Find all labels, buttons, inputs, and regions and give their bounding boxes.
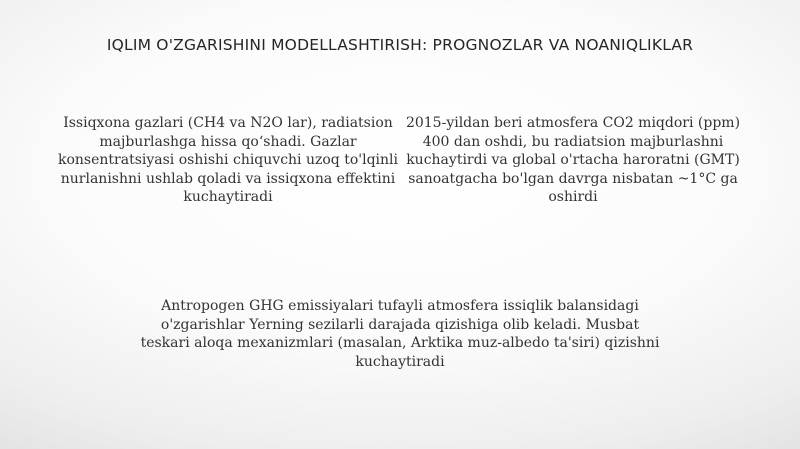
slide-title: IQLIM O'ZGARISHINI MODELLASHTIRISH: PROGNOZLAR VA NOANIQLIKLAR: [106, 36, 694, 54]
left-text-block: Issiqxona gazlari (CH4 va N2O lar), radiatsion majburlashga hissa qo‘shadi. Gazlar konsentratsiyasi oshishi chiquvchi uzoq to'lqinli nurlanishni ushlab qoladi va issiqxona effektini kuchaytiradi: [58, 115, 399, 205]
right-text-block: 2015-yildan beri atmosfera CO2 miqdori (ppm) 400 dan oshdi, bu radiatsion majburlashni kuchaytirdi va global o'rtacha haroratni (GMT) sanoatgacha bo'lgan davrga nisbatan ~1°C ga oshirdi: [405, 115, 741, 205]
bottom-text-block: Antropogen GHG emissiyalari tufayli atmosfera issiqlik balansidagi o'zgarishlar Yerning sezilarli darajada qizishiga olib keladi. Musbat teskari aloqa mexanizmlari (masalan, Arktika muz-albedo ta'siri) qizishni kuchaytiradi: [140, 298, 660, 370]
